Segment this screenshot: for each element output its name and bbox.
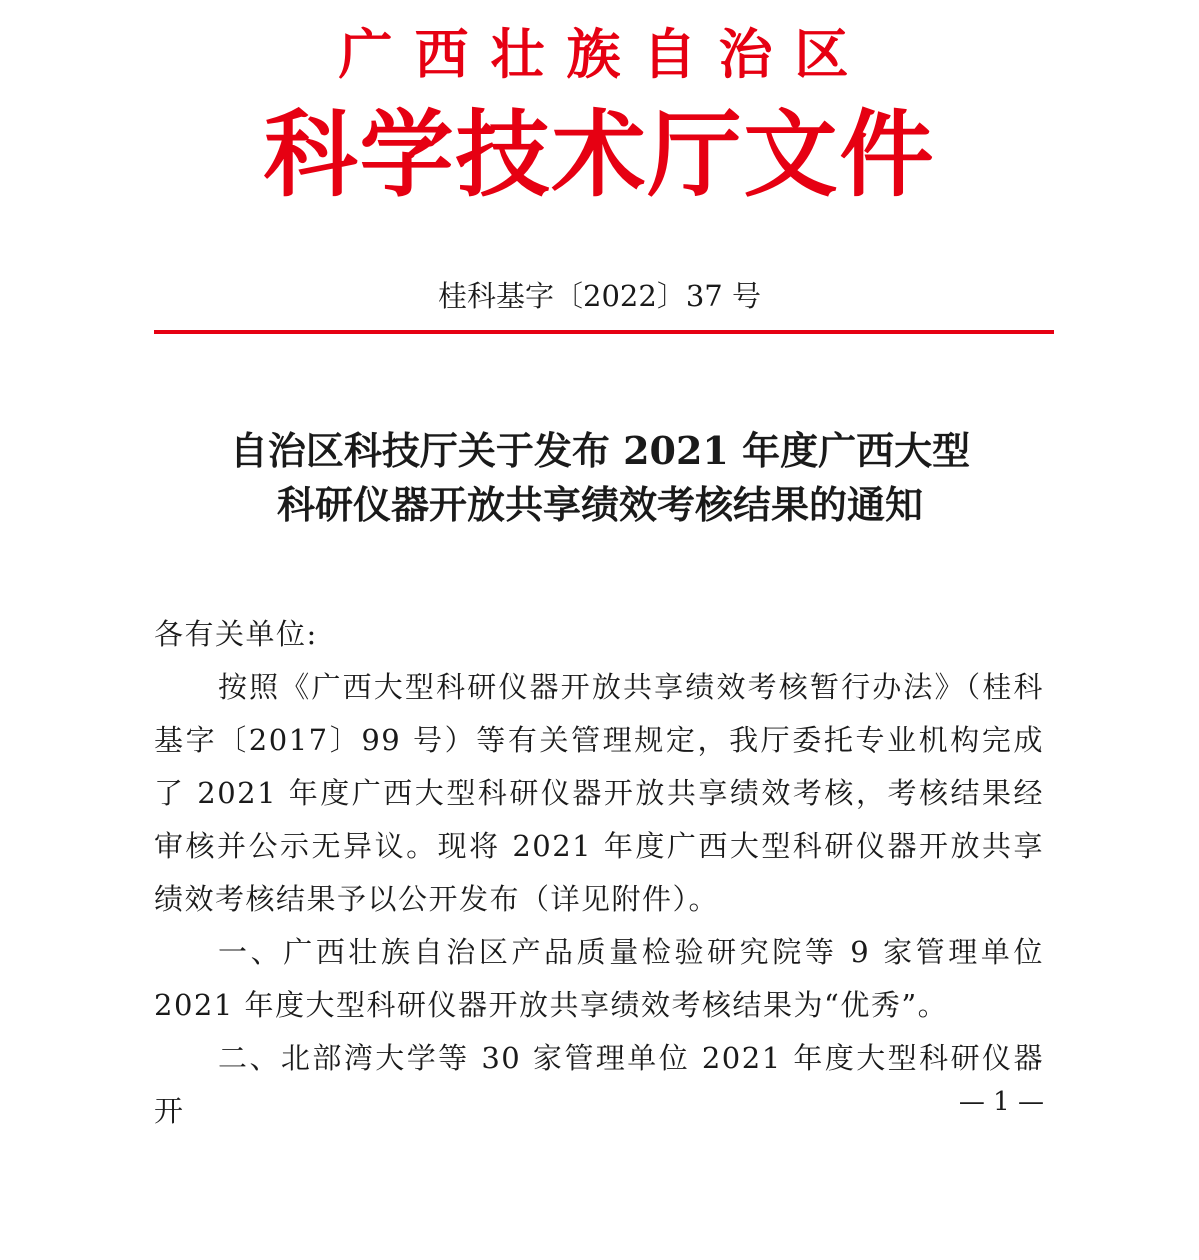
issuer-name-line2: 科学技术厅文件 [263,100,936,210]
notice-title-line1: 自治区科技厅关于发布 2021 年度广西大型 [229,428,971,473]
document-body [154,608,1044,1138]
salutation: 各有关单位: [154,617,318,651]
body-paragraph: 按照《广西大型科研仪器开放共享绩效考核暂行办法》（桂科基字〔2017〕99 号）等有关管理规定，我厅委托专业机构完成了 2021 年度广西大型科研仪器开放共享绩效考核，考核结果经审核并公示无异议。现将 2021 年度广西大型科研仪器开放共享绩效考核结果予以公开发布（详见附件）。 [154,670,1044,916]
page-number: — 1 — [958,1087,1044,1117]
body-paragraph: 二、北部湾大学等 30 家管理单位 2021 年度大型科研仪器开 [154,1041,1044,1128]
red-separator-line [154,330,1054,334]
document-number: 桂科基字〔2022〕37 号 [438,279,761,313]
notice-title-line2: 科研仪器开放共享绩效考核结果的通知 [276,482,923,527]
notice-title [100,424,1100,532]
body-paragraph: 一、广西壮族自治区产品质量检验研究院等 9 家管理单位 2021 年度大型科研仪器开放共享绩效考核结果为“优秀”。 [154,935,1044,1022]
issuer-name-line1: 广西壮族自治区 [338,22,871,86]
